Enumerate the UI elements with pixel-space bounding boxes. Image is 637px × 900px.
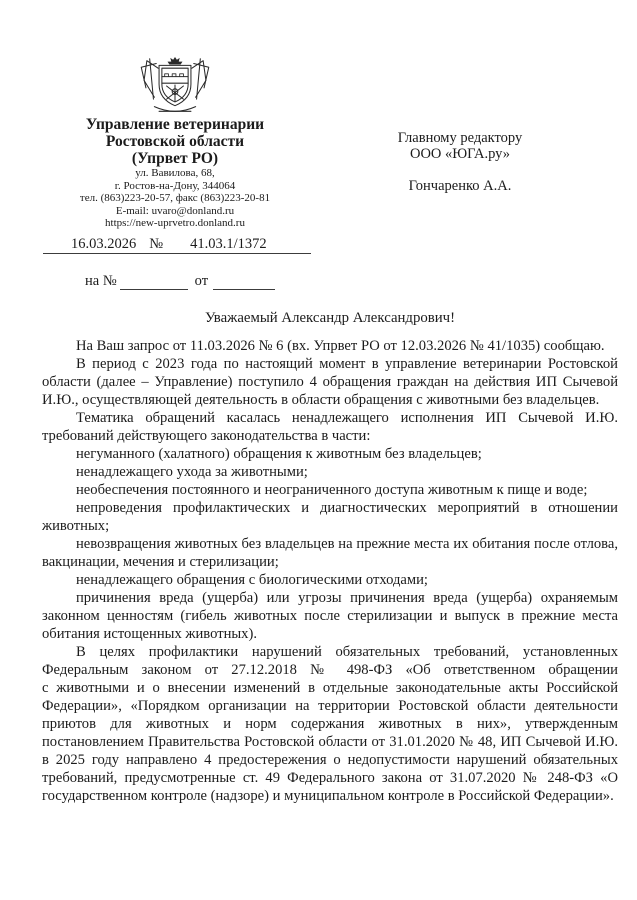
body-paragraph-list-item: ненадлежащего ухода за животными; [76, 464, 308, 480]
recipient-org: ООО «ЮГА.ру» [409, 145, 510, 162]
recipient-role: Главному редактору [397, 130, 523, 146]
outgoing-ref-line [43, 236, 311, 254]
letterhead-email: E-mail: uvaro@donland.ru [115, 204, 235, 217]
body-paragraph: На Ваш запрос от 11.03.2026 № 6 (вх. Упрвет РО от 12.03.2026 № 41/1035) сообщаю. [76, 338, 605, 354]
body-paragraph-list-item: негуманного (халатного) обращения к животным без владельцев; [76, 446, 482, 462]
body-paragraph-list-item: ненадлежащего обращения с биологическими отходами; [76, 572, 428, 588]
body-paragraph-list-item: необеспечения постоянного и неограниченного доступа животным к пище и воде; [76, 482, 588, 498]
org-name-line-1: Управление ветеринарии [85, 116, 265, 133]
body-paragraph-list-item: непроведения профилактических и диагностических мероприятий в отношении животных; [42, 500, 618, 534]
outgoing-number: 41.03.1/1372 [190, 236, 267, 252]
salutation: Уважаемый Александр Александрович! [204, 310, 456, 326]
reply-date-label: от [194, 273, 209, 289]
letterhead-phone: тел. (863)223-20-57, факс (863)223-20-81 [79, 192, 271, 204]
body-paragraph: В целях профилактики нарушений обязательных требований, установленных Федеральным законом от 27.12.2018 № 498-ФЗ «Об ответственном обращении с животными и о внесении изменений в отдельные законодательные акты Российской Федерации», «Порядком организации на территории Ростовской области деятельности приютов для животных и норм содержания животных в них», утвержденным постановлением Правительства Ростовской области от 31.01.2020 № 48, ИП Сычевой И.Ю. в 2025 году направлено 4 предостережения о недопустимости нарушений обязательных требований, предусмотренные ст. 49 Федерального закона от 31.07.2020 № 248-ФЗ «О государственном контроле (надзоре) и муниципальном контроле в Российской Федерации». [42, 644, 618, 804]
org-name-line-3: (Упрвет РО) [131, 150, 219, 167]
letterhead-website: https://new-uprvetro.donland.ru [105, 217, 245, 229]
org-name-line-2: Ростовской области [105, 133, 245, 150]
incoming-ref-line [85, 272, 275, 290]
recipient-block [361, 131, 559, 195]
letter-body [42, 337, 618, 805]
reply-number-blank [120, 274, 188, 290]
letterhead-street: ул. Вавилова, 68, [135, 167, 215, 179]
body-paragraph: Тематика обращений касалась ненадлежащего исполнения ИП Сычевой И.Ю. требований действующего законодательства в части: [42, 410, 618, 444]
number-sign: № [149, 236, 164, 252]
rostov-coat-of-arms-icon [25, 56, 325, 116]
outgoing-date: 16.03.2026 [71, 236, 137, 252]
recipient-name: Гончаренко А.А. [408, 178, 512, 194]
letterhead [25, 56, 325, 230]
body-paragraph-list-item: невозвращения животных без владельцев на прежние места их обитания после отлова, вакцинации, мечения и стерилизации; [42, 536, 618, 570]
body-paragraph: В период с 2023 года по настоящий момент в управление ветеринарии Ростовской области (далее – Управление) поступило 4 обращения граждан на действия ИП Сычевой И.Ю., осуществляющей деятельность в области обращения с животными без владельцев. [42, 356, 618, 408]
reply-date-blank [213, 274, 275, 290]
letterhead-city: г. Ростов-на-Дону, 344064 [114, 179, 236, 192]
body-paragraph-list-item: причинения вреда (ущерба) или угрозы причинения вреда (ущерба) охраняемым законном ценностям (гибель животных после стерилизации и выпуск в прежние места обитания истощенных животных). [42, 590, 618, 642]
reply-number-label: на № [85, 273, 117, 289]
